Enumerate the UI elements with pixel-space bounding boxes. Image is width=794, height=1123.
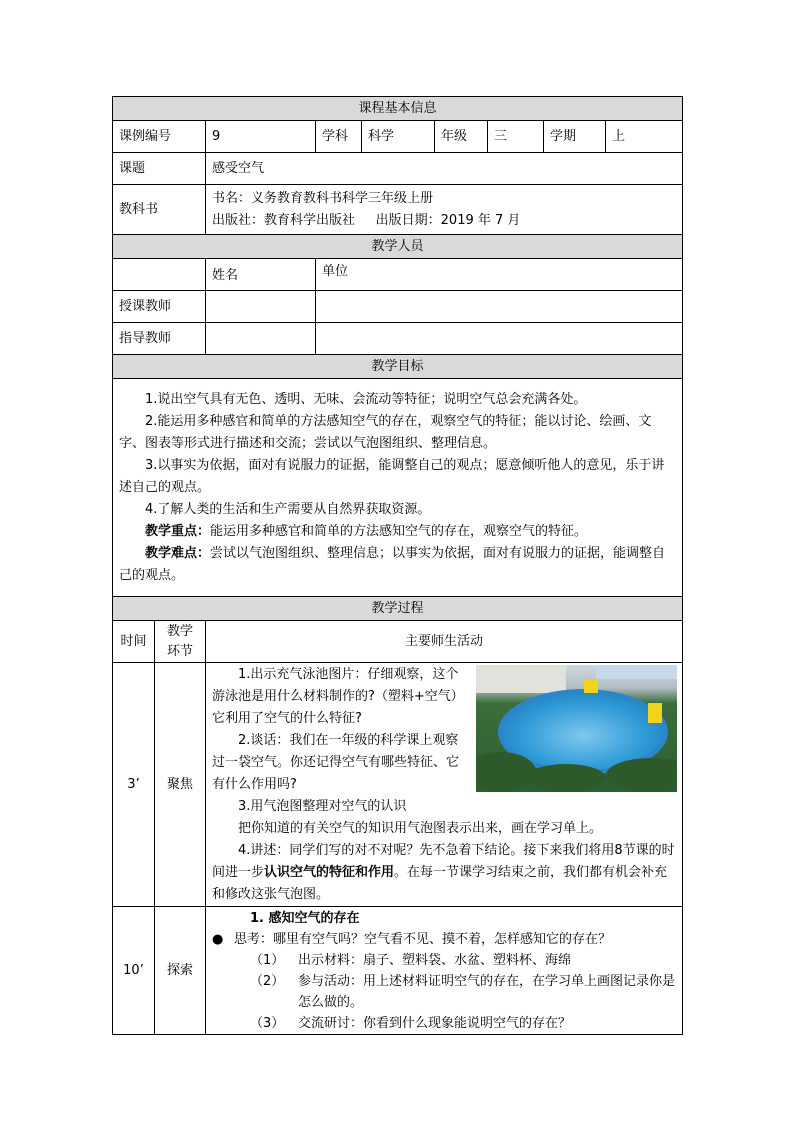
guide-name-cell (206, 323, 316, 355)
photo-slide (584, 679, 598, 693)
name-column-header: 姓名 (206, 259, 316, 291)
textbook-label: 教科书 (113, 185, 206, 235)
explore-step-1 (212, 950, 676, 971)
key-point-label: 教学重点： (145, 523, 211, 539)
subject-value: 科学 (362, 121, 435, 153)
term-label: 学期 (544, 121, 606, 153)
focus-step-4-bold: 认识空气的特征和作用 (264, 865, 395, 880)
grade-value: 三 (488, 121, 544, 153)
textbook-publisher: 出版社：教育科学出版社 出版日期：2019 年 7 月 (212, 212, 521, 228)
lesson-plan-table (112, 96, 683, 1035)
explore-question (212, 929, 676, 950)
focus-step-4-a: 4.讲述：同学们写的对不对呢？先不急着下结论。接下来我们将用8节课的时间进一步 (212, 843, 675, 880)
inflatable-pool-photo (476, 665, 677, 792)
teacher-name-cell (206, 291, 316, 323)
section-staff: 教学人员 (113, 235, 683, 259)
photo-slide (648, 703, 662, 723)
row1-stage: 聚焦 (155, 663, 206, 907)
explore-step-2 (212, 971, 676, 1013)
section-basic-info: 课程基本信息 (113, 97, 683, 121)
key-point (119, 521, 676, 543)
textbook-name: 书名：义务教育教科书科学三年级上册 (212, 190, 434, 206)
staff-blank-cell (113, 259, 206, 291)
activity-header: 主要师生活动 (206, 621, 683, 663)
key-point-text: 能运用多种感官和简单的方法感知空气的存在，观察空气的特征。 (210, 523, 588, 539)
photo-roof (596, 665, 677, 679)
focus-step-4-c: 。在每一节课学习结束之前，我们都有机会补充和修改这张气泡图。 (212, 865, 668, 902)
step-text: 交流研讨：你看到什么现象能说明空气的存在？ (298, 1016, 572, 1031)
focus-step-1: 1.出示充气泳池图片：仔细观察，这个游泳池是用什么材料制作的?（塑料+空气）它利用了空气的什么特征? (212, 667, 464, 726)
row2-stage: 探索 (155, 907, 206, 1035)
stage-header-line2: 环节 (166, 643, 193, 659)
guide-unit-cell (316, 323, 683, 355)
photo-tree (606, 758, 677, 792)
difficult-point-text: 尝试以气泡图组织、整理信息；以事实为依据，面对有说服力的证据，能调整自己的观点。 (119, 545, 666, 583)
goal-4: 4.了解人类的生活和生产需要从自然界获取资源。 (145, 501, 431, 517)
bullet-icon: ● (212, 932, 224, 947)
case-no-label: 课例编号 (113, 121, 206, 153)
row2-activity (206, 907, 683, 1035)
teacher-unit-cell (316, 291, 683, 323)
stage-header-line1: 教学 (166, 623, 193, 639)
explore-title: 1. 感知空气的存在 (250, 911, 360, 926)
row2-time: 10’ (113, 907, 155, 1035)
photo-tree (476, 752, 536, 792)
photo-building (476, 665, 566, 693)
teacher-label: 授课教师 (113, 291, 206, 323)
row1-activity (206, 663, 683, 907)
section-goals: 教学目标 (113, 355, 683, 379)
step-number: （3） (250, 1016, 285, 1031)
topic-label: 课题 (113, 153, 206, 185)
case-no-value: 9 (206, 121, 316, 153)
photo-tree (526, 764, 606, 792)
step-number: （1） (250, 953, 285, 968)
focus-step-3-detail: 把你知道的有关空气的知识用气泡图表示出来，画在学习单上。 (238, 821, 603, 836)
explore-step-3 (212, 1013, 676, 1034)
time-header: 时间 (113, 621, 155, 663)
guide-label: 指导教师 (113, 323, 206, 355)
step-number: （2） (250, 974, 285, 989)
stage-header (155, 621, 206, 663)
goal-3: 3.以事实为依据，面对有说服力的证据，能调整自己的观点；愿意倾听他人的意见，乐于讲述自己的观点。 (119, 457, 665, 495)
topic-value: 感受空气 (206, 153, 683, 185)
goals-content (113, 379, 683, 597)
term-value: 上 (606, 121, 683, 153)
difficult-point (119, 543, 676, 587)
goal-1: 1.说出空气具有无色、透明、无味、会流动等特征；说明空气总会充满各处。 (145, 391, 587, 407)
unit-column-header: 单位 (316, 259, 683, 291)
explore-question-text: 思考：哪里有空气吗？空气看不见、摸不着，怎样感知它的存在？ (234, 932, 612, 947)
section-process: 教学过程 (113, 597, 683, 621)
step-text: 出示材料：扇子、塑料袋、水盆、塑料杯、海绵 (298, 953, 572, 968)
subject-label: 学科 (316, 121, 362, 153)
focus-step-2: 2.谈话：我们在一年级的科学课上观察过一袋空气。你还记得空气有哪些特征、它有什么作用吗? (212, 733, 460, 792)
row1-time: 3’ (113, 663, 155, 907)
focus-step-4 (212, 840, 676, 906)
goal-2: 2.能运用多种感官和简单的方法感知空气的存在，观察空气的特征；能以讨论、绘画、文字、图表等形式进行描述和交流；尝试以气泡图组织、整理信息。 (119, 413, 652, 451)
difficult-point-label: 教学难点： (145, 545, 211, 561)
grade-label: 年级 (435, 121, 488, 153)
step-text: 参与活动：用上述材料证明空气的存在，在学习单上画图记录你是怎么做的。 (298, 974, 676, 1010)
textbook-info (206, 185, 683, 235)
focus-step-3: 3.用气泡图整理对空气的认识 (238, 799, 407, 814)
